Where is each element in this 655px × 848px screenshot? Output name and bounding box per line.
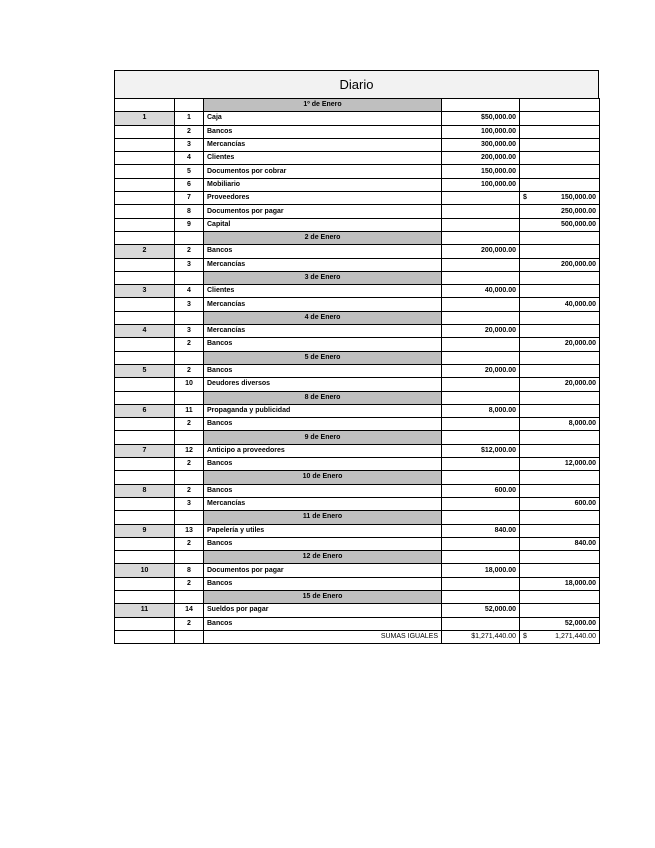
table-row	[115, 125, 600, 138]
credit-amount: 8,000.00	[568, 420, 596, 428]
debit-cell: 150,000.00	[442, 165, 520, 178]
credit-amount: 840.00	[574, 539, 596, 547]
entry-number-cell	[115, 378, 175, 391]
credit-cell	[520, 218, 600, 231]
concept-cell: Bancos	[204, 617, 442, 630]
entry-number-cell	[115, 165, 175, 178]
credit-cell	[520, 564, 600, 577]
debit-cell	[442, 258, 520, 271]
account-number-cell: 5	[175, 165, 204, 178]
date-label: 4 de Enero	[204, 311, 442, 324]
account-number-cell: 2	[175, 537, 204, 550]
date-label: 8 de Enero	[204, 391, 442, 404]
account-number-cell: 3	[175, 138, 204, 151]
concept-cell: Bancos	[204, 418, 442, 431]
account-number-cell: 4	[175, 152, 204, 165]
credit-cell	[520, 325, 600, 338]
debit-cell: $12,000.00	[442, 444, 520, 457]
entry-number-cell: 7	[115, 444, 175, 457]
account-number-cell: 2	[175, 125, 204, 138]
credit-amount: 52,000.00	[564, 619, 596, 627]
credit-cell	[520, 245, 600, 258]
entry-number-cell	[115, 617, 175, 630]
table-row	[115, 192, 600, 205]
account-number-cell: 13	[175, 524, 204, 537]
totals-row	[115, 630, 600, 643]
table-row	[115, 338, 600, 351]
entry-number-cell	[115, 258, 175, 271]
entry-number-cell	[115, 511, 175, 524]
date-label: 15 de Enero	[204, 590, 442, 603]
account-number-cell: 4	[175, 285, 204, 298]
debit-cell: $50,000.00	[442, 112, 520, 125]
entry-number-cell: 11	[115, 604, 175, 617]
table-row	[115, 564, 600, 577]
entry-number-cell	[115, 458, 175, 471]
credit-cell	[520, 231, 600, 244]
totals-label: SUMAS IGUALES	[204, 630, 442, 643]
table-row	[115, 285, 600, 298]
date-row	[115, 351, 600, 364]
table-row	[115, 258, 600, 271]
date-row	[115, 590, 600, 603]
entry-number-cell	[115, 431, 175, 444]
credit-amount: 250,000.00	[560, 207, 596, 215]
debit-cell	[442, 551, 520, 564]
entry-number-cell	[115, 351, 175, 364]
table-row	[115, 152, 600, 165]
account-number-cell	[175, 511, 204, 524]
debit-cell	[442, 378, 520, 391]
debit-cell: 40,000.00	[442, 285, 520, 298]
credit-cell	[520, 458, 600, 471]
entry-number-cell	[115, 590, 175, 603]
debit-cell	[442, 338, 520, 351]
account-number-cell: 2	[175, 617, 204, 630]
table-row	[115, 484, 600, 497]
table-row	[115, 165, 600, 178]
debit-cell	[442, 431, 520, 444]
debit-cell: 200,000.00	[442, 245, 520, 258]
entry-number-cell: 5	[115, 364, 175, 377]
journal-sheet	[114, 70, 599, 644]
table-row	[115, 325, 600, 338]
account-number-cell: 11	[175, 404, 204, 417]
account-number-cell	[175, 630, 204, 643]
credit-cell	[520, 165, 600, 178]
account-number-cell: 3	[175, 497, 204, 510]
journal-table	[114, 98, 600, 644]
debit-cell	[442, 458, 520, 471]
concept-cell: Mercancías	[204, 138, 442, 151]
date-row	[115, 551, 600, 564]
credit-cell	[520, 431, 600, 444]
credit-cell	[520, 258, 600, 271]
credit-cell	[520, 99, 600, 112]
entry-number-cell	[115, 99, 175, 112]
debit-cell	[442, 418, 520, 431]
debit-cell	[442, 192, 520, 205]
entry-number-cell	[115, 205, 175, 218]
credit-cell	[520, 444, 600, 457]
table-row	[115, 245, 600, 258]
account-number-cell: 3	[175, 325, 204, 338]
table-row	[115, 138, 600, 151]
concept-cell: Deudores diversos	[204, 378, 442, 391]
date-row	[115, 471, 600, 484]
entry-number-cell	[115, 471, 175, 484]
debit-cell: 52,000.00	[442, 604, 520, 617]
date-label: 12 de Enero	[204, 551, 442, 564]
credit-amount: 12,000.00	[564, 460, 596, 468]
table-row	[115, 524, 600, 537]
date-label: 3 de Enero	[204, 271, 442, 284]
concept-cell: Anticipo a proveedores	[204, 444, 442, 457]
concept-cell: Documentos por pagar	[204, 564, 442, 577]
credit-cell	[520, 205, 600, 218]
entry-number-cell	[115, 537, 175, 550]
credit-cell	[520, 138, 600, 151]
entry-number-cell	[115, 418, 175, 431]
account-number-cell: 9	[175, 218, 204, 231]
entry-number-cell: 8	[115, 484, 175, 497]
credit-cell	[520, 271, 600, 284]
credit-amount: 20,000.00	[564, 340, 596, 348]
entry-number-cell	[115, 577, 175, 590]
entry-number-cell	[115, 298, 175, 311]
credit-amount: 600.00	[574, 500, 596, 508]
account-number-cell: 10	[175, 378, 204, 391]
table-row	[115, 604, 600, 617]
credit-cell	[520, 590, 600, 603]
credit-cell	[520, 511, 600, 524]
table-row	[115, 205, 600, 218]
entry-number-cell	[115, 551, 175, 564]
account-number-cell: 8	[175, 205, 204, 218]
table-row	[115, 537, 600, 550]
entry-number-cell	[115, 497, 175, 510]
debit-cell: 18,000.00	[442, 564, 520, 577]
date-row	[115, 271, 600, 284]
table-row	[115, 378, 600, 391]
credit-cell	[520, 404, 600, 417]
credit-cell	[520, 551, 600, 564]
credit-cell	[520, 378, 600, 391]
debit-cell: 100,000.00	[442, 125, 520, 138]
debit-cell	[442, 511, 520, 524]
entry-number-cell: 6	[115, 404, 175, 417]
debit-cell: 200,000.00	[442, 152, 520, 165]
credit-cell	[520, 577, 600, 590]
concept-cell: Mercancías	[204, 298, 442, 311]
debit-cell	[442, 471, 520, 484]
account-number-cell	[175, 311, 204, 324]
debit-cell	[442, 617, 520, 630]
entry-number-cell	[115, 125, 175, 138]
credit-amount: 200,000.00	[560, 260, 596, 268]
concept-cell: Mercancías	[204, 325, 442, 338]
account-number-cell: 12	[175, 444, 204, 457]
credit-cell	[520, 524, 600, 537]
totals-credit: 1,271,440.00	[555, 633, 596, 641]
account-number-cell: 2	[175, 577, 204, 590]
date-label: 11 de Enero	[204, 511, 442, 524]
entry-number-cell	[115, 138, 175, 151]
table-row	[115, 617, 600, 630]
credit-amount: 500,000.00	[560, 220, 596, 228]
journal-title: Diario	[114, 70, 599, 98]
credit-amount: 18,000.00	[564, 579, 596, 587]
credit-amount: 20,000.00	[564, 380, 596, 388]
entry-number-cell: 2	[115, 245, 175, 258]
date-row	[115, 431, 600, 444]
credit-cell	[520, 364, 600, 377]
date-row	[115, 231, 600, 244]
debit-cell: 20,000.00	[442, 364, 520, 377]
date-row	[115, 311, 600, 324]
date-label: 9 de Enero	[204, 431, 442, 444]
account-number-cell: 3	[175, 298, 204, 311]
concept-cell: Documentos por pagar	[204, 205, 442, 218]
date-row	[115, 391, 600, 404]
date-label: 2 de Enero	[204, 231, 442, 244]
account-number-cell	[175, 471, 204, 484]
date-row	[115, 511, 600, 524]
account-number-cell	[175, 590, 204, 603]
entry-number-cell	[115, 192, 175, 205]
table-row	[115, 218, 600, 231]
concept-cell: Bancos	[204, 125, 442, 138]
credit-cell	[520, 338, 600, 351]
concept-cell: Bancos	[204, 364, 442, 377]
debit-cell	[442, 311, 520, 324]
account-number-cell	[175, 391, 204, 404]
concept-cell: Caja	[204, 112, 442, 125]
account-number-cell: 2	[175, 458, 204, 471]
debit-cell: 8,000.00	[442, 404, 520, 417]
credit-cell	[520, 617, 600, 630]
entry-number-cell	[115, 630, 175, 643]
entry-number-cell: 3	[115, 285, 175, 298]
concept-cell: Bancos	[204, 245, 442, 258]
credit-cell	[520, 192, 600, 205]
debit-cell	[442, 577, 520, 590]
credit-cell	[520, 497, 600, 510]
concept-cell: Bancos	[204, 537, 442, 550]
table-row	[115, 298, 600, 311]
entry-number-cell: 1	[115, 112, 175, 125]
account-number-cell: 8	[175, 564, 204, 577]
account-number-cell: 2	[175, 364, 204, 377]
entry-number-cell	[115, 178, 175, 191]
table-row	[115, 497, 600, 510]
concept-cell: Bancos	[204, 338, 442, 351]
debit-cell	[442, 590, 520, 603]
concept-cell: Bancos	[204, 458, 442, 471]
credit-cell	[520, 152, 600, 165]
entry-number-cell	[115, 271, 175, 284]
entry-number-cell: 4	[115, 325, 175, 338]
entry-number-cell	[115, 338, 175, 351]
entry-number-cell	[115, 152, 175, 165]
concept-cell: Bancos	[204, 484, 442, 497]
entry-number-cell	[115, 231, 175, 244]
account-number-cell	[175, 99, 204, 112]
concept-cell: Mercancías	[204, 258, 442, 271]
account-number-cell	[175, 431, 204, 444]
concept-cell: Capital	[204, 218, 442, 231]
table-row	[115, 418, 600, 431]
totals-credit-symbol: $	[523, 633, 527, 641]
account-number-cell: 3	[175, 258, 204, 271]
totals-credit-cell	[520, 630, 600, 643]
credit-cell	[520, 311, 600, 324]
journal-body	[115, 99, 600, 644]
concept-cell: Proveedores	[204, 192, 442, 205]
totals-debit: $1,271,440.00	[442, 630, 520, 643]
account-number-cell	[175, 351, 204, 364]
credit-cell	[520, 418, 600, 431]
credit-amount: 150,000.00	[560, 194, 596, 202]
table-row	[115, 178, 600, 191]
table-row	[115, 404, 600, 417]
credit-cell	[520, 178, 600, 191]
debit-cell: 840.00	[442, 524, 520, 537]
credit-cell	[520, 604, 600, 617]
credit-amount: 40,000.00	[564, 300, 596, 308]
debit-cell	[442, 205, 520, 218]
debit-cell	[442, 271, 520, 284]
concept-cell: Papelería y utiles	[204, 524, 442, 537]
credit-cell	[520, 112, 600, 125]
debit-cell	[442, 99, 520, 112]
account-number-cell: 2	[175, 245, 204, 258]
credit-cell	[520, 537, 600, 550]
account-number-cell: 2	[175, 338, 204, 351]
account-number-cell: 2	[175, 418, 204, 431]
debit-cell	[442, 497, 520, 510]
debit-cell: 300,000.00	[442, 138, 520, 151]
account-number-cell: 2	[175, 484, 204, 497]
debit-cell	[442, 298, 520, 311]
debit-cell	[442, 218, 520, 231]
account-number-cell: 6	[175, 178, 204, 191]
entry-number-cell	[115, 311, 175, 324]
credit-cell	[520, 298, 600, 311]
table-row	[115, 112, 600, 125]
debit-cell	[442, 231, 520, 244]
debit-cell	[442, 391, 520, 404]
concept-cell: Mercancías	[204, 497, 442, 510]
debit-cell: 100,000.00	[442, 178, 520, 191]
credit-cell	[520, 125, 600, 138]
account-number-cell	[175, 271, 204, 284]
debit-cell: 20,000.00	[442, 325, 520, 338]
entry-number-cell: 10	[115, 564, 175, 577]
concept-cell: Bancos	[204, 577, 442, 590]
credit-currency-symbol: $	[523, 194, 527, 202]
account-number-cell: 7	[175, 192, 204, 205]
concept-cell: Clientes	[204, 285, 442, 298]
debit-cell: 600.00	[442, 484, 520, 497]
table-row	[115, 577, 600, 590]
credit-cell	[520, 471, 600, 484]
date-label: 10 de Enero	[204, 471, 442, 484]
debit-cell	[442, 351, 520, 364]
date-label: 5 de Enero	[204, 351, 442, 364]
table-row	[115, 458, 600, 471]
entry-number-cell	[115, 218, 175, 231]
account-number-cell	[175, 551, 204, 564]
table-row	[115, 364, 600, 377]
date-label: 1º de Enero	[204, 99, 442, 112]
entry-number-cell	[115, 391, 175, 404]
account-number-cell	[175, 231, 204, 244]
debit-cell	[442, 537, 520, 550]
account-number-cell: 14	[175, 604, 204, 617]
credit-cell	[520, 484, 600, 497]
account-number-cell: 1	[175, 112, 204, 125]
credit-cell	[520, 391, 600, 404]
credit-cell	[520, 285, 600, 298]
concept-cell: Documentos por cobrar	[204, 165, 442, 178]
date-row	[115, 99, 600, 112]
entry-number-cell: 9	[115, 524, 175, 537]
credit-cell	[520, 351, 600, 364]
table-row	[115, 444, 600, 457]
concept-cell: Propaganda y publicidad	[204, 404, 442, 417]
concept-cell: Clientes	[204, 152, 442, 165]
concept-cell: Sueldos por pagar	[204, 604, 442, 617]
concept-cell: Mobiliario	[204, 178, 442, 191]
